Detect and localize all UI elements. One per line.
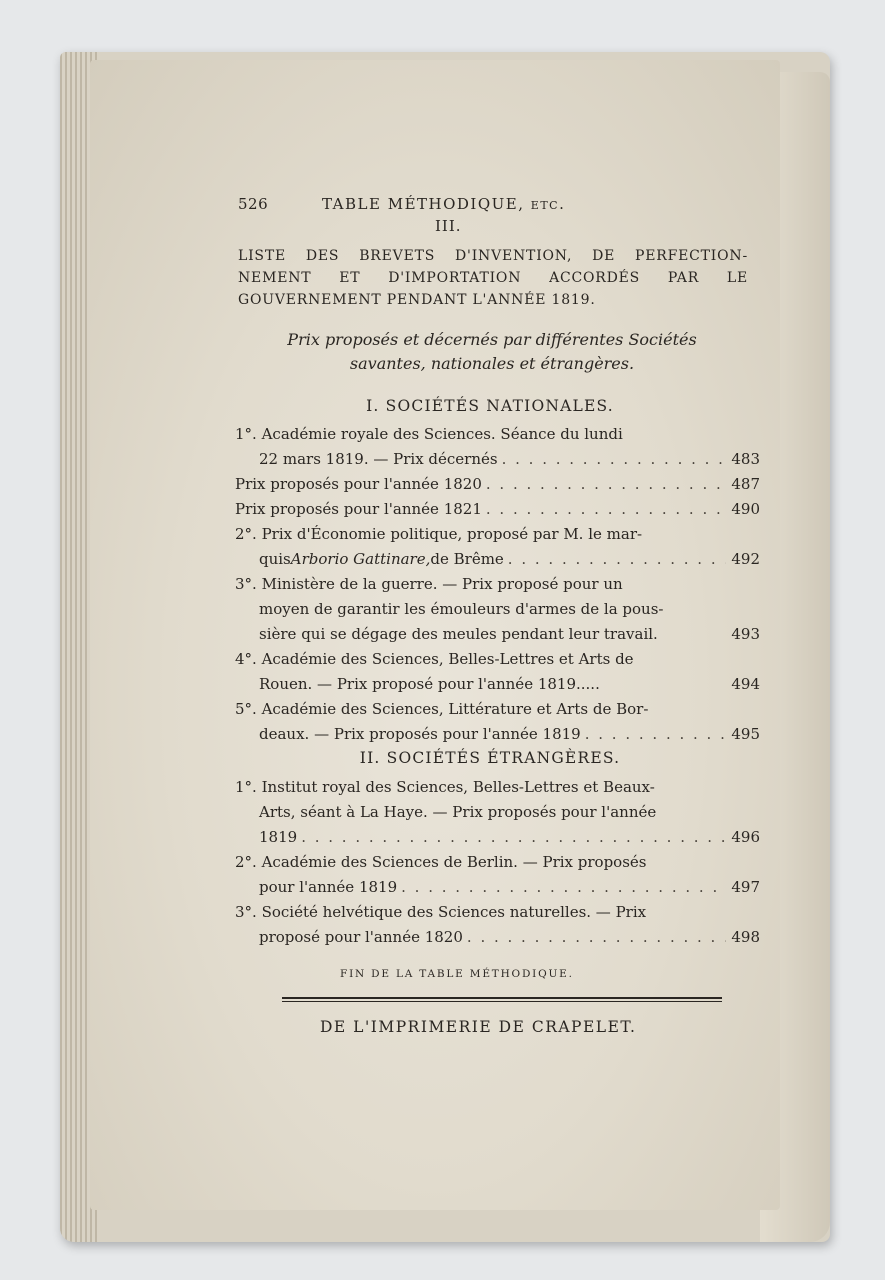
toc-entry <box>235 900 760 950</box>
running-title: TABLE MÉTHODIQUE, etc. <box>322 195 566 213</box>
entry-text: Prix proposés pour l'année 1821 <box>235 500 482 518</box>
entry-page: 498 <box>731 928 760 946</box>
prizes-subtitle <box>242 328 742 376</box>
book <box>60 52 830 1242</box>
printer-imprint: DE L'IMPRIMERIE DE CRAPELET. <box>320 1018 637 1036</box>
entry-line: 2°. Prix d'Économie politique, proposé par M. le mar- <box>235 525 643 543</box>
subtitle-line-2: savantes, nationales et étrangères. <box>349 354 635 373</box>
dot-leader <box>502 447 726 472</box>
entry-page: 492 <box>731 550 760 568</box>
toc-entry <box>235 472 760 497</box>
subtitle-line-1: Prix proposés et décernés par différentes Sociétés <box>287 330 697 349</box>
entry-line: 1°. Institut royal des Sciences, Belles-Lettres et Beaux- <box>235 778 655 796</box>
national-societies-heading: I. SOCIÉTÉS NATIONALES. <box>366 397 614 415</box>
entry-text-italic: Arborio Gattinare, <box>290 550 431 568</box>
dot-leader <box>508 547 726 572</box>
patents-list-title: LISTE DES BREVETS D'INVENTION, DE PERFECTION-NEMENT ET D'IMPORTATION ACCORDÉS PAR LE GOUVERNEMENT PENDANT L'ANNÉE 1819. <box>238 248 748 308</box>
entry-page: 497 <box>731 878 760 896</box>
dot-leader <box>486 497 726 522</box>
toc-entry <box>235 850 760 900</box>
page-header <box>238 195 738 219</box>
entry-line <box>235 622 760 647</box>
dot-leader <box>401 875 726 900</box>
entry-text: sière qui se dégage des meules pendant leur travail. <box>259 625 658 643</box>
toc-entry <box>235 572 760 647</box>
entry-text: 1819 <box>259 828 298 846</box>
foreign-societies-heading: II. SOCIÉTÉS ÉTRANGÈRES. <box>359 749 621 767</box>
entry-text: de Brême <box>430 550 504 568</box>
entry-page: 495 <box>731 725 760 743</box>
dot-leader <box>585 722 726 747</box>
entry-page: 494 <box>731 675 760 693</box>
double-rule-bottom <box>282 1001 722 1002</box>
entry-text: quis <box>259 550 291 568</box>
entry-line <box>235 497 760 522</box>
toc-entry <box>235 522 760 572</box>
entry-text: Prix proposés pour l'année 1820 <box>235 475 482 493</box>
entry-text: proposé pour l'année 1820 <box>259 928 463 946</box>
entry-line: 3°. Ministère de la guerre. — Prix proposé pour un <box>235 575 623 593</box>
entry-line <box>235 547 760 572</box>
entry-line <box>235 722 760 747</box>
book-page <box>90 60 780 1210</box>
entry-page: 496 <box>731 828 760 846</box>
toc-entry <box>235 697 760 747</box>
dot-leader <box>301 825 726 850</box>
entry-line: moyen de garantir les émouleurs d'armes de la pous- <box>259 600 664 618</box>
dot-leader <box>486 472 726 497</box>
entry-line <box>235 447 760 472</box>
entry-line: 1°. Académie royale des Sciences. Séance du lundi <box>235 425 623 443</box>
entry-text: deaux. — Prix proposés pour l'année 1819 <box>259 725 581 743</box>
entry-page: 493 <box>731 625 760 643</box>
section-numeral: III. <box>435 217 462 235</box>
entry-line <box>235 875 760 900</box>
toc-entry <box>235 775 760 850</box>
toc-entry <box>235 647 760 697</box>
dot-leader <box>467 925 726 950</box>
entry-page: 483 <box>731 450 760 468</box>
entry-line <box>235 472 760 497</box>
entry-line: 2°. Académie des Sciences de Berlin. — Prix proposés <box>235 853 647 871</box>
end-of-table-note: FIN DE LA TABLE MÉTHODIQUE. <box>340 968 574 980</box>
entry-page: 487 <box>731 475 760 493</box>
toc-entry <box>235 422 760 472</box>
toc-entry <box>235 497 760 522</box>
entry-text: 22 mars 1819. — Prix décernés <box>259 450 498 468</box>
entry-line <box>235 925 760 950</box>
entry-text: pour l'année 1819 <box>259 878 398 896</box>
page-number: 526 <box>238 195 269 213</box>
entry-line: 3°. Société helvétique des Sciences naturelles. — Prix <box>235 903 647 921</box>
entry-line: Arts, séant à La Haye. — Prix proposés pour l'année <box>259 803 657 821</box>
entry-line: 5°. Académie des Sciences, Littérature et Arts de Bor- <box>235 700 649 718</box>
entry-line: 4°. Académie des Sciences, Belles-Lettres et Arts de <box>235 650 634 668</box>
entry-line <box>235 825 760 850</box>
double-rule-top <box>282 997 722 999</box>
entry-page: 490 <box>731 500 760 518</box>
entry-text: Rouen. — Prix proposé pour l'année 1819..... <box>259 675 600 693</box>
entry-line <box>235 672 760 697</box>
